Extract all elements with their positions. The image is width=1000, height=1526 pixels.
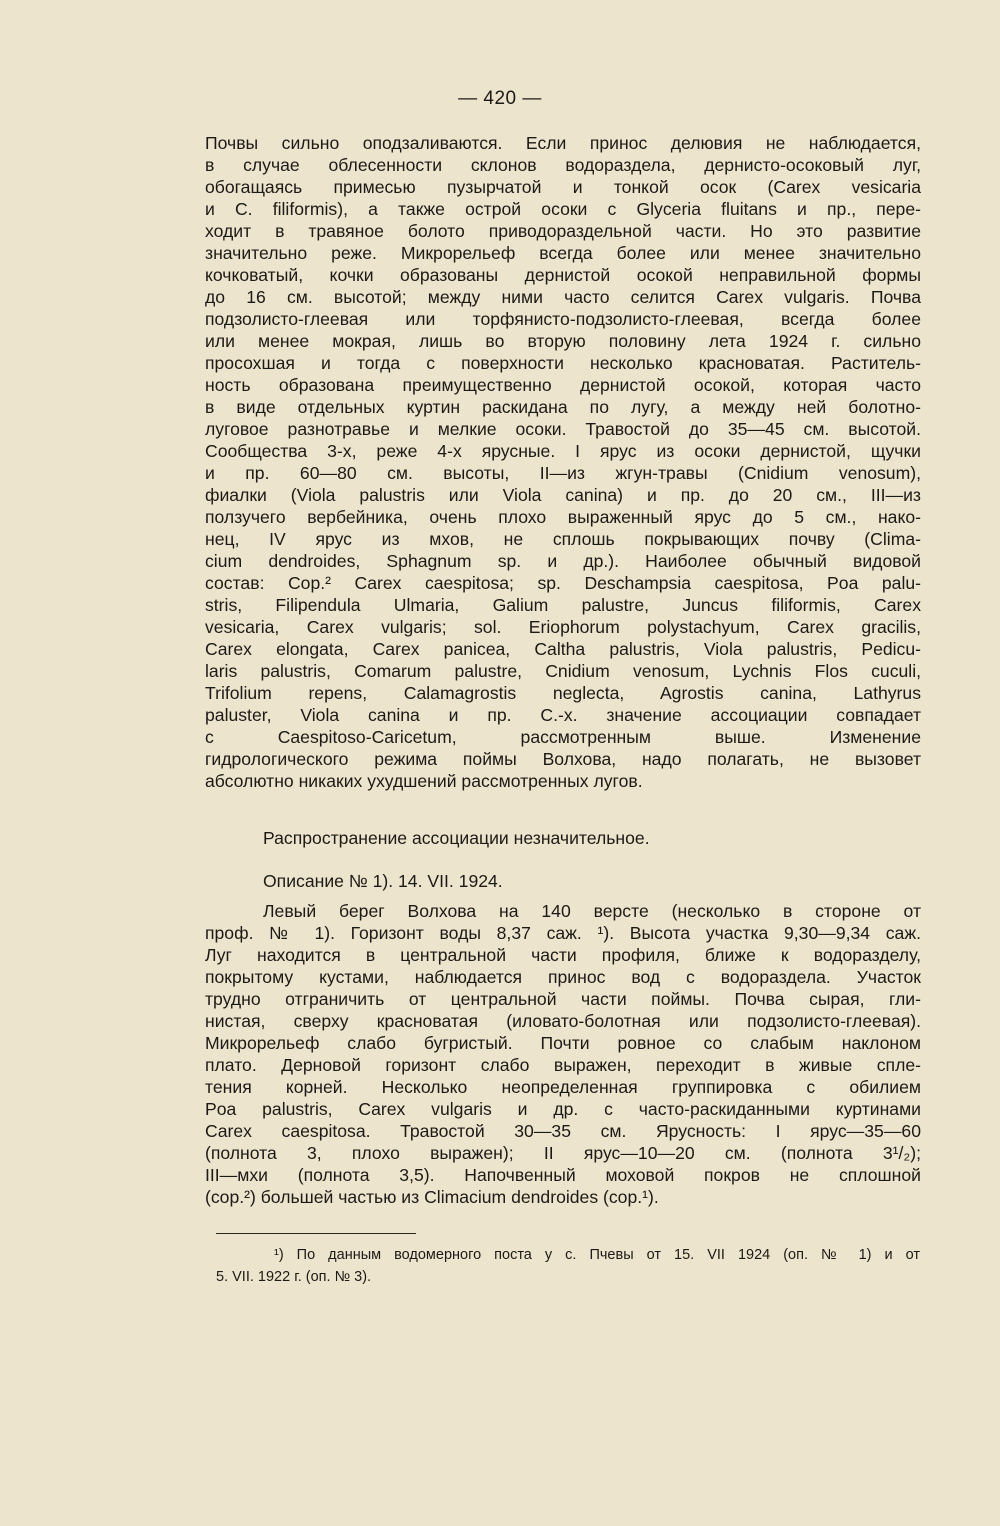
text-line: или менее мокрая, лишь во вторую половину лета 1924 г. сильно <box>205 331 921 351</box>
text-line: 5. VII. 1922 г. (оп. № 3). <box>216 1269 372 1285</box>
text-line: Почвы сильно оподзаливаются. Если принос делювия не наблюдается, <box>205 133 921 153</box>
text-line: cium dendroides, Sphagnum sp. и др.). Наиболее обычный видовой <box>205 551 921 571</box>
text-line: paluster, Viola canina и пр. С.-х. значение ассоциации совпадает <box>205 705 921 725</box>
text-line: в виде отдельных куртин раскидана по лугу, а между ней болотно- <box>205 397 921 417</box>
text-line: кочковатый, кочки образованы дернистой осокой неправильной формы <box>205 265 921 285</box>
paragraph-main <box>205 132 921 792</box>
text-line: плато. Дерновой горизонт слабо выражен, переходит в живые спле- <box>205 1055 921 1075</box>
text-line: stris, Filipendula Ulmaria, Galium palustre, Juncus filiformis, Carex <box>205 595 921 615</box>
text-line: и пр. 60—80 см. высоты, II—из жгун-травы (Cnidium venosum), <box>205 463 921 483</box>
text-line: laris palustris, Comarum palustre, Cnidium venosum, Lychnis Flos cuculi, <box>205 661 921 681</box>
text-line: обогащаясь примесью пузырчатой и тонкой осок (Carex vesicaria <box>205 177 921 197</box>
text-line: Луг находится в центральной части профиля, ближе к водоразделу, <box>205 945 921 965</box>
text-line: Poa palustris, Carex vulgaris и др. с часто-раскиданными куртинами <box>205 1099 921 1119</box>
paragraph-description <box>205 900 921 1208</box>
text-line: состав: Cop.² Carex caespitosa; sp. Deschampsia caespitosa, Poa palu- <box>205 573 921 593</box>
footnote <box>216 1244 920 1288</box>
text-line: (cop.²) большей частью из Climacium dendroides (cop.¹). <box>205 1187 659 1207</box>
text-line: ходит в травяное болото приводораздельной части. Но это развитие <box>205 221 921 241</box>
text-line: Распространение ассоциации незначительное. <box>263 828 650 848</box>
text-line: абсолютно никаких ухудшений рассмотренных лугов. <box>205 771 643 791</box>
text-line: и C. filiformis), а также острой осоки с Glyceria fluitans и пр., пере- <box>205 199 921 219</box>
paragraph-distribution <box>205 827 921 849</box>
text-line: фиалки (Viola palustris или Viola canina) и пр. до 20 см., III—из <box>205 485 921 505</box>
paragraph-description-heading <box>205 870 921 892</box>
text-line: Левый берег Волхова на 140 версте (несколько в стороне от <box>263 901 921 921</box>
text-line: ¹) По данным водомерного поста у с. Пчевы от 15. VII 1924 (оп. № 1) и от <box>274 1247 920 1263</box>
text-line: ползучего вербейника, очень плохо выраженный ярус до 5 см., нако- <box>205 507 921 527</box>
text-line: проф. № 1). Горизонт воды 8,37 саж. ¹). Высота участка 9,30—9,34 саж. <box>205 923 921 943</box>
text-line: подзолисто-глеевая или торфянисто-подзолисто-глеевая, всегда более <box>205 309 921 329</box>
text-line: до 16 см. высотой; между ними часто селится Carex vulgaris. Почва <box>205 287 921 307</box>
text-line: значительно реже. Микрорельеф всегда более или менее значительно <box>205 243 921 263</box>
text-line: Описание № 1). 14. VII. 1924. <box>263 871 503 891</box>
text-line: с Caespitoso-Caricetum, рассмотренным выше. Изменение <box>205 727 921 747</box>
text-line: тения корней. Несколько неопределенная группировка с обилием <box>205 1077 921 1097</box>
text-line: III—мхи (полнота 3,5). Напочвенный моховой покров не сплошной <box>205 1165 921 1185</box>
text-line: Carex elongata, Carex panicea, Caltha palustris, Viola palustris, Pedicu- <box>205 639 921 659</box>
footnote-rule <box>216 1233 416 1234</box>
text-line: в случае облесенности склонов водораздела, дернисто-осоковый луг, <box>205 155 921 175</box>
text-line: vesicaria, Carex vulgaris; sol. Eriophorum polystachyum, Carex gracilis, <box>205 617 921 637</box>
text-line: (полнота 3, плохо выражен); II ярус—10—20 см. (полнота 3¹/₂); <box>205 1143 921 1163</box>
text-line: луговое разнотравье и мелкие осоки. Травостой до 35—45 см. высотой. <box>205 419 921 439</box>
text-line: Микрорельеф слабо бугристый. Почти ровное со слабым наклоном <box>205 1033 921 1053</box>
text-line: Trifolium repens, Calamagrostis neglecta, Agrostis canina, Lathyrus <box>205 683 921 703</box>
text-line: нистая, сверху красноватая (иловато-болотная или подзолисто-глеевая). <box>205 1011 921 1031</box>
text-line: ность образована преимущественно дернистой осокой, которая часто <box>205 375 921 395</box>
text-line: покрытому кустами, наблюдается принос вод с водораздела. Участок <box>205 967 921 987</box>
text-line: Carex caespitosa. Травостой 30—35 см. Ярусность: I ярус—35—60 <box>205 1121 921 1141</box>
text-line: нец, IV ярус из мхов, не сплошь покрывающих почву (Clima- <box>205 529 921 549</box>
text-line: трудно отграничить от центральной части поймы. Почва сырая, гли- <box>205 989 921 1009</box>
page-number: — 420 — <box>458 88 542 109</box>
text-line: Сообщества 3-х, реже 4-х ярусные. I ярус из осоки дернистой, щучки <box>205 441 921 461</box>
text-line: просохшая и тогда с поверхности несколько красноватая. Раститель- <box>205 353 921 373</box>
text-line: гидрологического режима поймы Волхова, надо полагать, не вызовет <box>205 749 921 769</box>
